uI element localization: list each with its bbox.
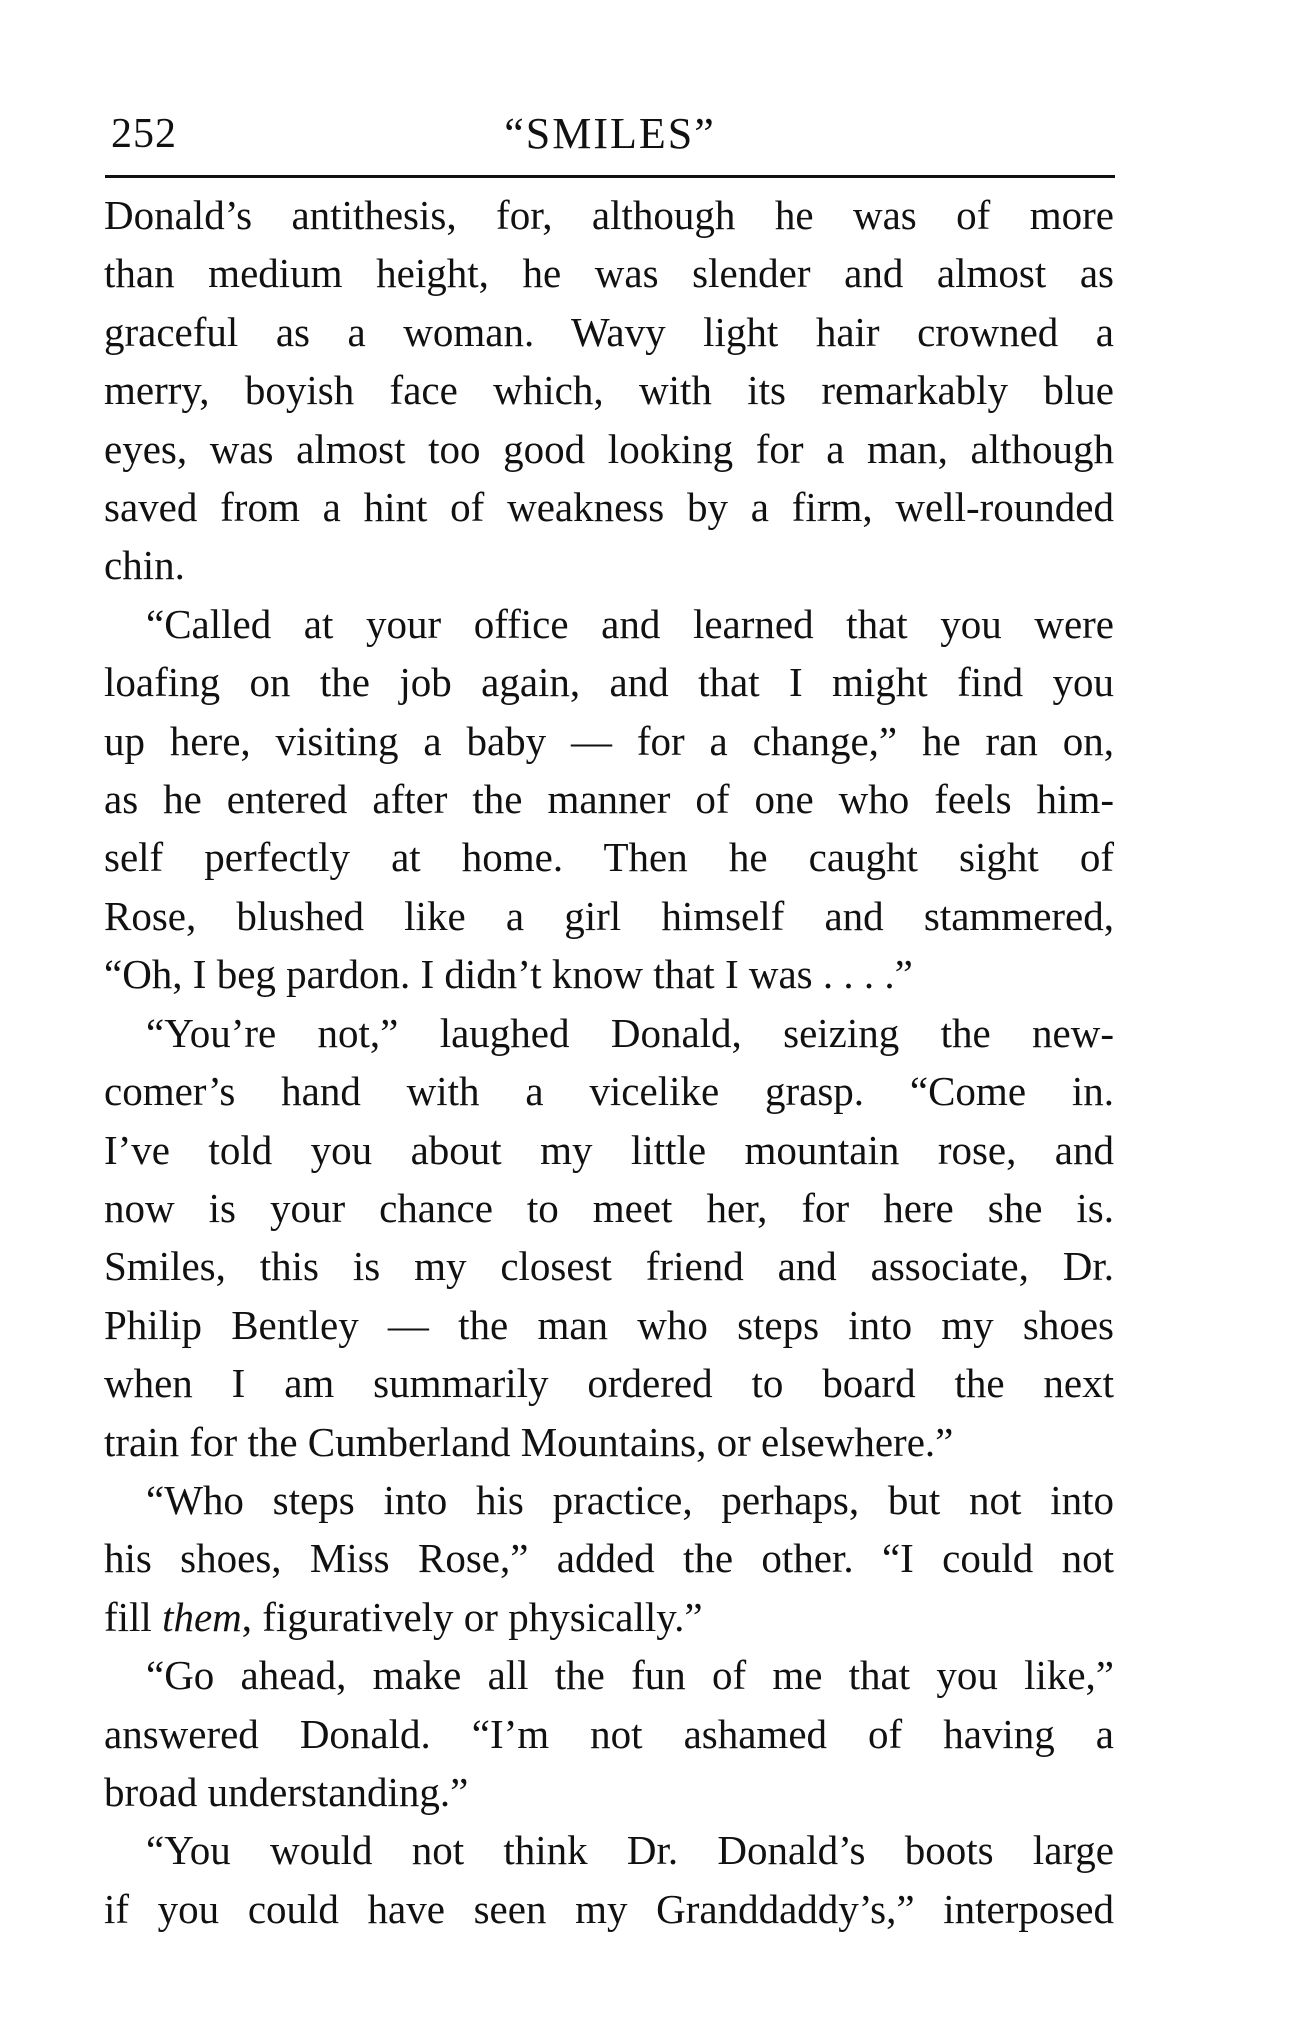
header-rule <box>105 175 1115 178</box>
text-line: now is your chance to meet her, for here she is. <box>104 1184 1114 1231</box>
text-line: Donald’s antithesis, for, although he was of more <box>104 192 1114 238</box>
text-line: graceful as a woman. Wavy light hair crowned a <box>104 308 1114 355</box>
paragraph-1 <box>104 186 1114 595</box>
text-line: his shoes, Miss Rose,” added the other. “I could not <box>104 1535 1114 1582</box>
text-line: than medium height, he was slender and almost as <box>104 250 1114 297</box>
text-line: train for the Cumberland Mountains, or elsewhere.” <box>104 1418 954 1465</box>
text-line: “Oh, I beg pardon. I didn’t know that I was . . . .” <box>104 951 913 998</box>
text-line: Smiles, this is my closest friend and associate, Dr. <box>104 1243 1114 1290</box>
page-header <box>105 100 1115 172</box>
text-fragment: fill <box>104 1593 163 1640</box>
text-line: eyes, was almost too good looking for a man, although <box>104 425 1114 472</box>
text-line: Philip Bentley — the man who steps into my shoes <box>104 1301 1114 1348</box>
text-line: when I am summarily ordered to board the next <box>104 1360 1114 1407</box>
page-number: 252 <box>111 111 177 157</box>
text-line: I’ve told you about my little mountain rose, and <box>104 1126 1114 1173</box>
emphasized-word: them <box>162 1593 242 1640</box>
text-line: if you could have seen my Granddaddy’s,” interposed <box>104 1885 1114 1932</box>
paragraph-2 <box>104 595 1114 1004</box>
text-line: up here, visiting a baby — for a change,” he ran on, <box>104 717 1114 764</box>
text-line: Rose, blushed like a girl himself and stammered, <box>104 892 1114 939</box>
text-line: as he entered after the manner of one who feels him- <box>104 776 1114 823</box>
text-line: loafing on the job again, and that I might find you <box>104 659 1114 706</box>
paragraph-5 <box>104 1646 1114 1821</box>
text-fragment: , figuratively or physically.” <box>241 1593 703 1640</box>
text-line: saved from a hint of weakness by a firm, well-rounded <box>104 484 1114 531</box>
text-line: broad understanding.” <box>104 1768 469 1815</box>
text-line: “Who steps into his practice, perhaps, but not into <box>146 1476 1114 1523</box>
text-line: answered Donald. “I’m not ashamed of having a <box>104 1710 1114 1757</box>
paragraph-4 <box>104 1471 1114 1646</box>
text-line: “Called at your office and learned that you were <box>146 600 1114 647</box>
text-line: chin. <box>104 542 185 589</box>
text-line: “You’re not,” laughed Donald, seizing the new- <box>146 1009 1114 1056</box>
text-line: comer’s hand with a vicelike grasp. “Come in. <box>104 1068 1114 1115</box>
running-title: “SMILES” <box>504 109 716 158</box>
body-text <box>104 186 1114 1938</box>
text-line <box>104 1588 1114 1646</box>
text-line: merry, boyish face which, with its remarkably blue <box>104 367 1114 414</box>
text-line: self perfectly at home. Then he caught sight of <box>104 834 1114 881</box>
text-line: “Go ahead, make all the fun of me that you like,” <box>146 1652 1114 1699</box>
paragraph-6 <box>104 1821 1114 1938</box>
text-line: “You would not think Dr. Donald’s boots large <box>146 1827 1114 1874</box>
paragraph-3 <box>104 1004 1114 1471</box>
